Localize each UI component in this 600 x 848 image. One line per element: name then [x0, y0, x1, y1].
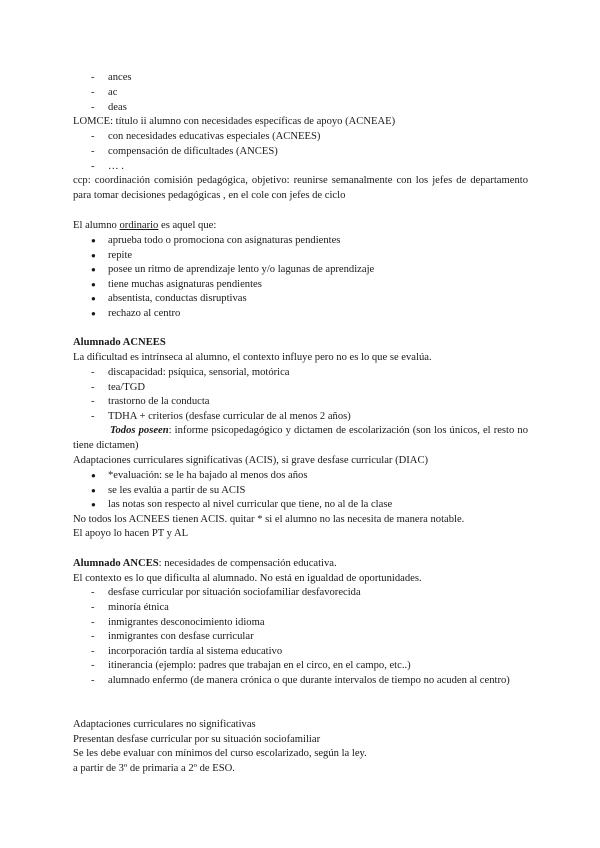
ccp-paragraph: ccp: coordinación comisión pedagógica, objetivo: reunirse semanalmente con los jefes de departamento para tomar decisiones pedagógicas , en el cole con jefes de ciclo [73, 175, 528, 201]
final-line: Se les debe evaluar con mínimos del curso escolarizado, según la ley. [73, 748, 367, 759]
acnees-heading: Alumnado ACNEES [73, 337, 166, 348]
document-page: - ances - ac - deas LOMCE: título ii alumno con necesidades específicas de apoyo (ACNEAE) - con necesidades educativas especiales (ACNEES) - compensación de dificultades (ANCES) - … . ccp: coordinación comisión pedagógica, objetivo: reunirse semanalmente con los jefes de departamento para tomar decisiones pedagógicas , en el cole con jefes de ciclo El alumno ordinario es aquel que: ● aprueba todo o promociona con asignaturas pendientes ● repite ● posee un ritmo de aprendizaje lento y/o lagunas de aprendizaje ● tiene muchas asignaturas pendientes ● absentista, conductas disruptivas ● rechazo al centro Alumnado ACNEES La dificultad es intrínseca al alumno, el contexto influye pero no es lo que se evalúa. - discapacidad: psíquica, sensorial, motórica - tea/TGD - trastorno de la conducta - TDHA + criterios (desfase curricular de al menos 2 años) Todos poseen: informe psicopedagógico y dictamen de escolarización (son los únicos, el resto no tiene dictamen) Adaptaciones curriculares significativas (ACIS), si grave desfase curricular (DIAC) ● *evaluación: se le ha bajado al menos dos años ● se les evalúa a partir de su ACIS ● las notas son respecto al nivel curricular que tiene, no al de la clase No todos los ACNEES tienen ACIS. quitar * si el alumno no las necesita de manera notable. El apoyo lo hacen PT y AL Alumnado ANCES: necesidades de compensación educativa. El contexto es lo que dificulta al alumnado. No está en igualdad de oportunidades. - desfase curricular por situación sociofamiliar desfavorecida - minoría étnica - inmigrantes desconocimiento idioma - inmigrantes con desfase curricular - incorporación tardía al sistema educativo - itinerancia (ejemplo: padres que trabajan en el circo, en el campo, etc..) - alumnado enfermo (de manera crónica o que durante intervalos de tiempo no acuden al centro) Adaptaciones curriculares no significativas Presentan desfase curricular por su situación sociofamiliar Se les debe evaluar con mínimos del curso escolarizado, según la ley. a partir de 3º de primaria a 2º de ESO. [0, 0, 600, 848]
final-line: Presentan desfase curricular por su situación sociofamiliar [73, 734, 321, 745]
final-line: Adaptaciones curriculares no significativas [73, 719, 256, 730]
ances-heading: Alumnado ANCES: necesidades de compensación educativa. [73, 558, 337, 569]
ordinario-intro: El alumno ordinario es aquel que: [73, 220, 217, 231]
final-line: a partir de 3º de primaria a 2º de ESO. [73, 763, 235, 774]
underlined-term: ordinario [119, 220, 159, 231]
acnees-intro: La dificultad es intrínseca al alumno, el contexto influye pero no es lo que se evalúa. [73, 352, 432, 363]
lomce-heading: LOMCE: título ii alumno con necesidades específicas de apoyo (ACNEAE) [73, 116, 396, 127]
todos-poseen-paragraph: Todos poseen: informe psicopedagógico y dictamen de escolarización (son los únicos, el resto no tiene dictamen) [73, 425, 528, 451]
acis-intro: Adaptaciones curriculares significativas (ACIS), si grave desfase curricular (DIAC) [73, 455, 429, 466]
no-todos-line: No todos los ACNEES tienen ACIS. quitar * si el alumno no las necesita de manera notable. [73, 514, 465, 525]
apoyo-line: El apoyo lo hacen PT y AL [73, 528, 189, 539]
ances-intro: El contexto es lo que dificulta al alumnado. No está en igualdad de oportunidades. [73, 573, 422, 584]
